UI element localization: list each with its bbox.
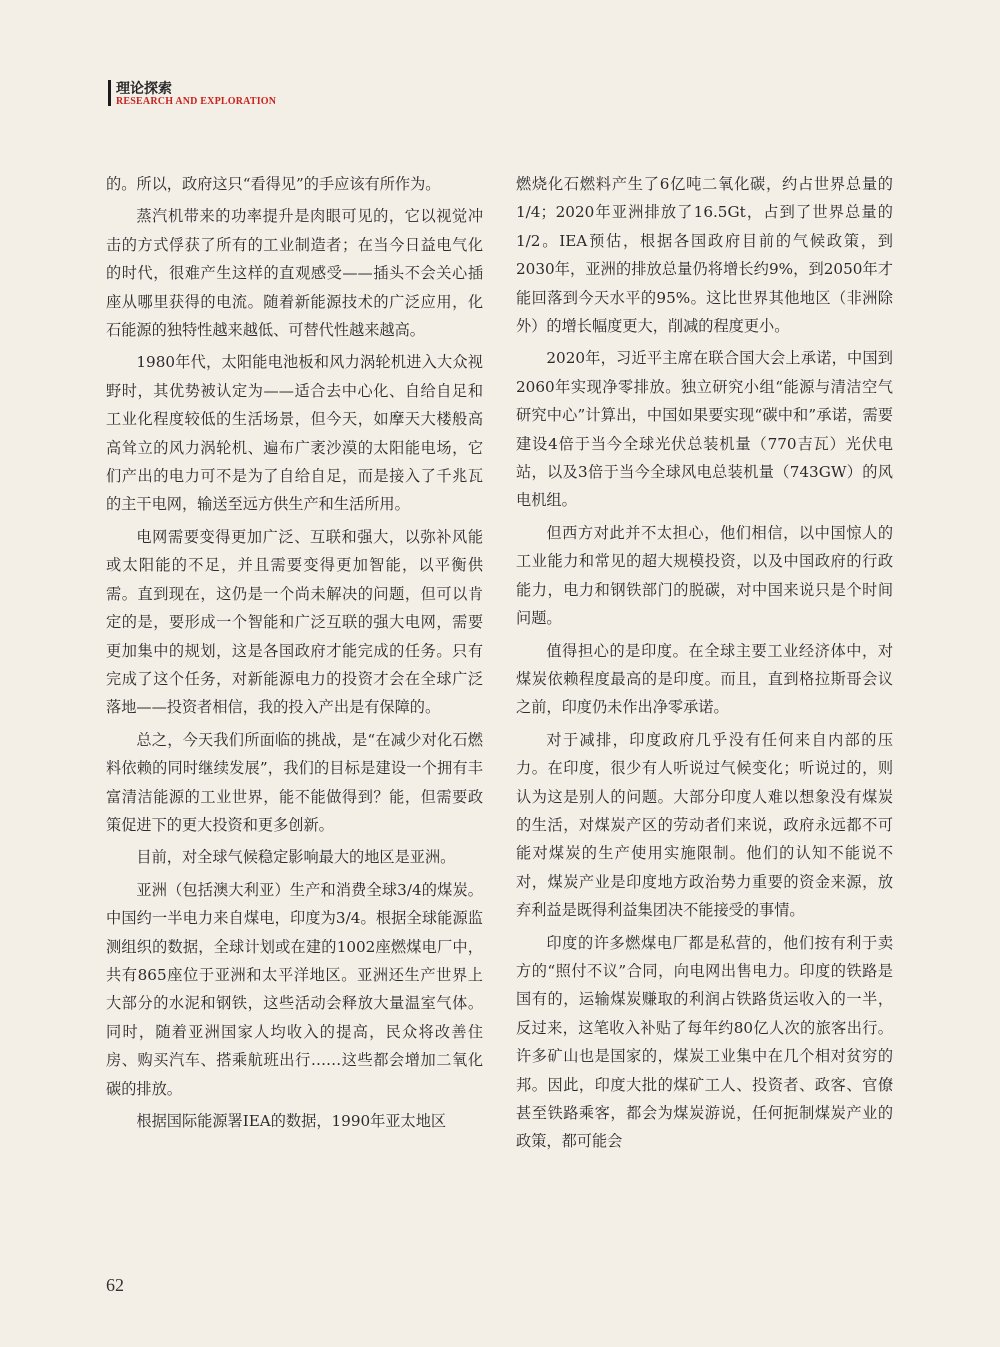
paragraph: 目前，对全球气候稳定影响最大的地区是亚洲。 xyxy=(136,848,456,867)
paragraph: 燃烧化石燃料产生了6亿吨二氧化碳，约占世界总量的1/4；2020年亚洲排放了16.5Gt，占到了世界总量的1/2。IEA预估，根据各国政府目前的气候政策，到2030年，亚洲的排放总量仍将增长约9%，到2050年才能回落到今天水平的95%。这比世界其他地区（非洲除外）的增长幅度更大，削减的程度更小。 xyxy=(516,175,893,336)
section-title-en: RESEARCH AND EXPLORATION xyxy=(116,96,277,107)
page-number: 62 xyxy=(106,1275,124,1295)
paragraph: 根据国际能源署IEA的数据，1990年亚太地区 xyxy=(136,1112,447,1130)
paragraph: 总之，今天我们所面临的挑战，是“在减少对化石燃料依赖的同时继续发展”，我们的目标是建设一个拥有丰富清洁能源的工业世界，能不能做得到？能，但需要政策促进下的更大投资和更多创新。 xyxy=(106,730,483,834)
paragraph: 2020年，习近平主席在联合国大会上承诺，中国到2060年实现净零排放。独立研究小组“能源与清洁空气研究中心”计算出，中国如果要实现“碳中和”承诺，需要建设4倍于当今全球光伏总装机量（770吉瓦）光伏电站，以及3倍于当今全球风电总装机量（743GW）的风电机组。 xyxy=(516,349,893,510)
paragraph: 但西方对此并不太担心，他们相信，以中国惊人的工业能力和常见的超大规模投资，以及中国政府的行政能力，电力和钢铁部门的脱碳，对中国来说只是个时间问题。 xyxy=(516,523,893,628)
right-column xyxy=(516,170,893,1160)
header-accent-bar xyxy=(108,80,111,106)
left-column xyxy=(106,170,483,1139)
paragraph: 蒸汽机带来的功率提升是肉眼可见的，它以视觉冲击的方式俘获了所有的工业制造者；在当今日益电气化的时代，很难产生这样的直观感受——插头不会关心插座从哪里获得的电流。随着新能源技术的广泛应用，化石能源的独特性越来越低、可替代性越来越高。 xyxy=(106,207,483,340)
paragraph: 电网需要变得更加广泛、互联和强大，以弥补风能或太阳能的不足，并且需要变得更加智能，以平衡供需。直到现在，这仍是一个尚未解决的问题，但可以肯定的是，要形成一个智能和广泛互联的强大电网，需要更加集中的规划，这是各国政府才能完成的任务。只有完成了这个任务，对新能源电力的投资才会在全球广泛落地——投资者相信，我的投入产出是有保障的。 xyxy=(106,527,483,717)
section-title-cn: 理论探索 xyxy=(116,81,172,97)
paragraph: 的。所以，政府这只“看得见”的手应该有所作为。 xyxy=(106,175,441,193)
paragraph: 对于减排，印度政府几乎没有任何来自内部的压力。在印度，很少有人听说过气候变化；听说过的，则认为这是别人的问题。大部分印度人难以想象没有煤炭的生活，对煤炭产区的劳动者们来说，政府永远都不可能对煤炭的生产使用实施限制。他们的认知不能说不对，煤炭产业是印度地方政治势力重要的资金来源，放弃利益是既得利益集团决不能接受的事情。 xyxy=(516,730,893,920)
paragraph: 1980年代，太阳能电池板和风力涡轮机进入大众视野时，其优势被认定为——适合去中心化、自给自足和工业化程度较低的生活场景，但今天，如摩天大楼般高高耸立的风力涡轮机、遍布广袤沙漠的太阳能电场，它们产出的电力可不是为了自给自足，而是接入了千兆瓦的主干电网，输送至远方供生产和生活所用。 xyxy=(106,353,483,514)
paragraph: 印度的许多燃煤电厂都是私营的，他们按有利于卖方的“照付不议”合同，向电网出售电力。印度的铁路是国有的，运输煤炭赚取的利润占铁路货运收入的一半，反过来，这笔收入补贴了每年约80亿人次的旅客出行。许多矿山也是国家的，煤炭工业集中在几个相对贫穷的邦。因此，印度大批的煤矿工人、投资者、政客、官僚甚至铁路乘客，都会为煤炭游说，任何扼制煤炭产业的政策，都可能会 xyxy=(516,933,893,1151)
paragraph: 值得担心的是印度。在全球主要工业经济体中，对煤炭依赖程度最高的是印度。而且，直到格拉斯哥会议之前，印度仍未作出净零承诺。 xyxy=(516,641,893,717)
paragraph: 亚洲（包括澳大利亚）生产和消费全球3/4的煤炭。中国约一半电力来自煤电，印度为3/4。根据全球能源监测组织的数据，全球计划或在建的1002座燃煤电厂中，共有865座位于亚洲和太平洋地区。亚洲还生产世界上大部分的水泥和钢铁，这些活动会释放大量温室气体。同时，随着亚洲国家人均收入的提高，民众将改善住房、购买汽车、搭乘航班出行……这些都会增加二氧化碳的排放。 xyxy=(106,880,483,1098)
